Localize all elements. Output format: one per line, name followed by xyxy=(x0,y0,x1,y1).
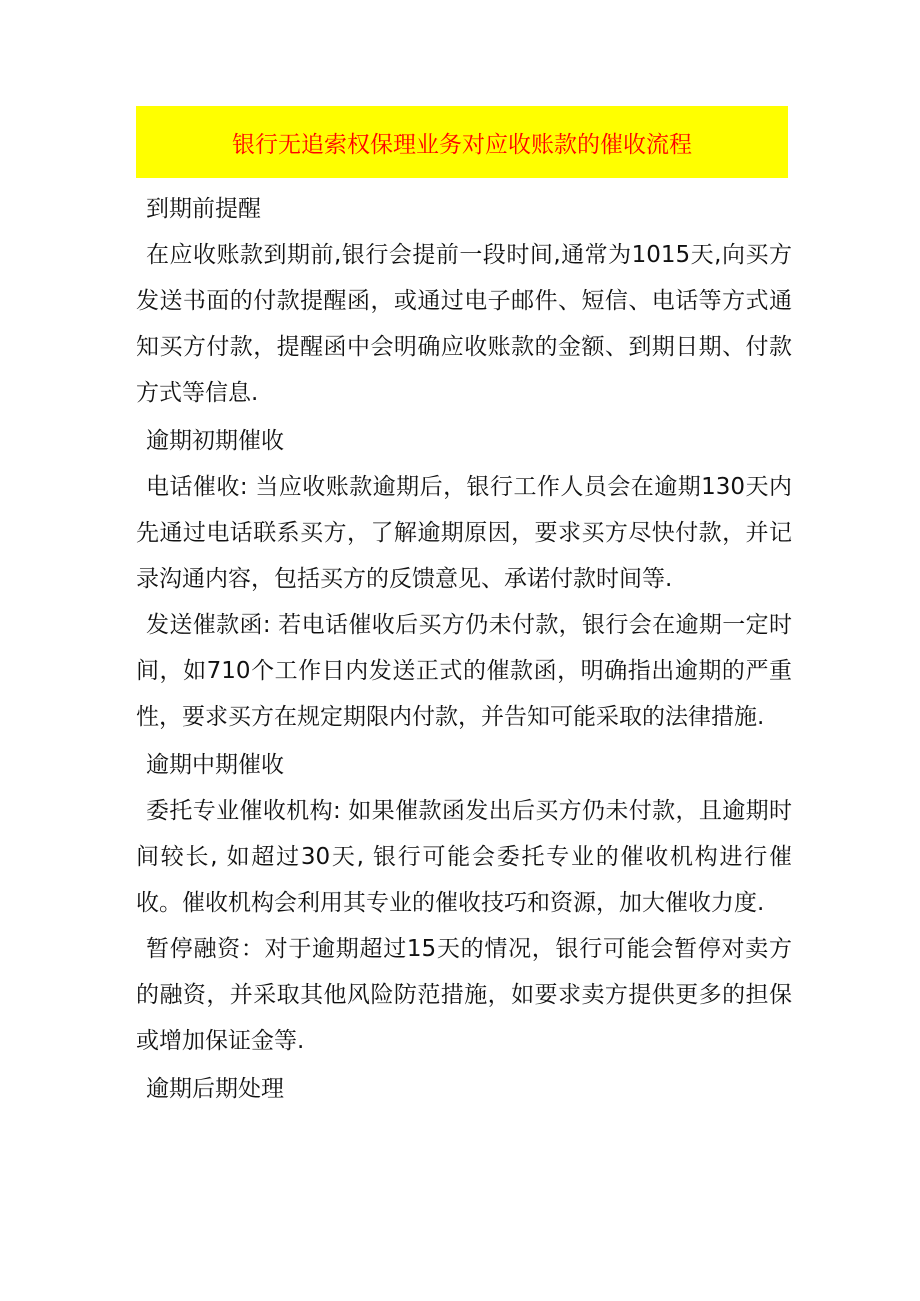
paragraph-phone-collection: 电话催收: 当应收账款逾期后，银行工作人员会在逾期130天内先通过电话联系买方，了解逾期原因，要求买方尽快付款，并记录沟通内容，包括买方的反馈意见、承诺付款时间等. xyxy=(136,474,792,592)
title-banner xyxy=(136,106,788,178)
section-heading-pre-due-reminder: 到期前提醒 xyxy=(146,196,261,222)
paragraph-collection-agency: 委托专业催收机构: 如果催款函发出后买方仍未付款，且逾期时间较长, 如超过30天, 银行可能会委托专业的催收机构进行催收。催收机构会利用其专业的催收技巧和资源，加大催收力度. xyxy=(136,798,792,916)
paragraph-pre-due-reminder: 在应收账款到期前,银行会提前一段时间,通常为1015天,向买方发送书面的付款提醒函，或通过电子邮件、短信、电话等方式通知买方付款，提醒函中会明确应收账款的金额、到期日期、付款方式等信息. xyxy=(136,242,792,406)
section-heading-mid-overdue: 逾期中期催收 xyxy=(146,752,284,778)
section-heading-early-overdue: 逾期初期催收 xyxy=(146,428,284,454)
section-heading-late-overdue: 逾期后期处理 xyxy=(146,1076,284,1102)
document-title: 银行无追索权保理业务对应收账款的催收流程 xyxy=(232,131,692,158)
document-body xyxy=(136,186,792,1112)
paragraph-suspend-financing: 暂停融资：对于逾期超过15天的情况，银行可能会暂停对卖方的融资，并采取其他风险防范措施，如要求卖方提供更多的担保或增加保证金等. xyxy=(136,936,792,1054)
paragraph-collection-letter: 发送催款函: 若电话催收后买方仍未付款，银行会在逾期一定时间，如710个工作日内发送正式的催款函，明确指出逾期的严重性，要求买方在规定期限内付款，并告知可能采取的法律措施. xyxy=(136,612,792,730)
